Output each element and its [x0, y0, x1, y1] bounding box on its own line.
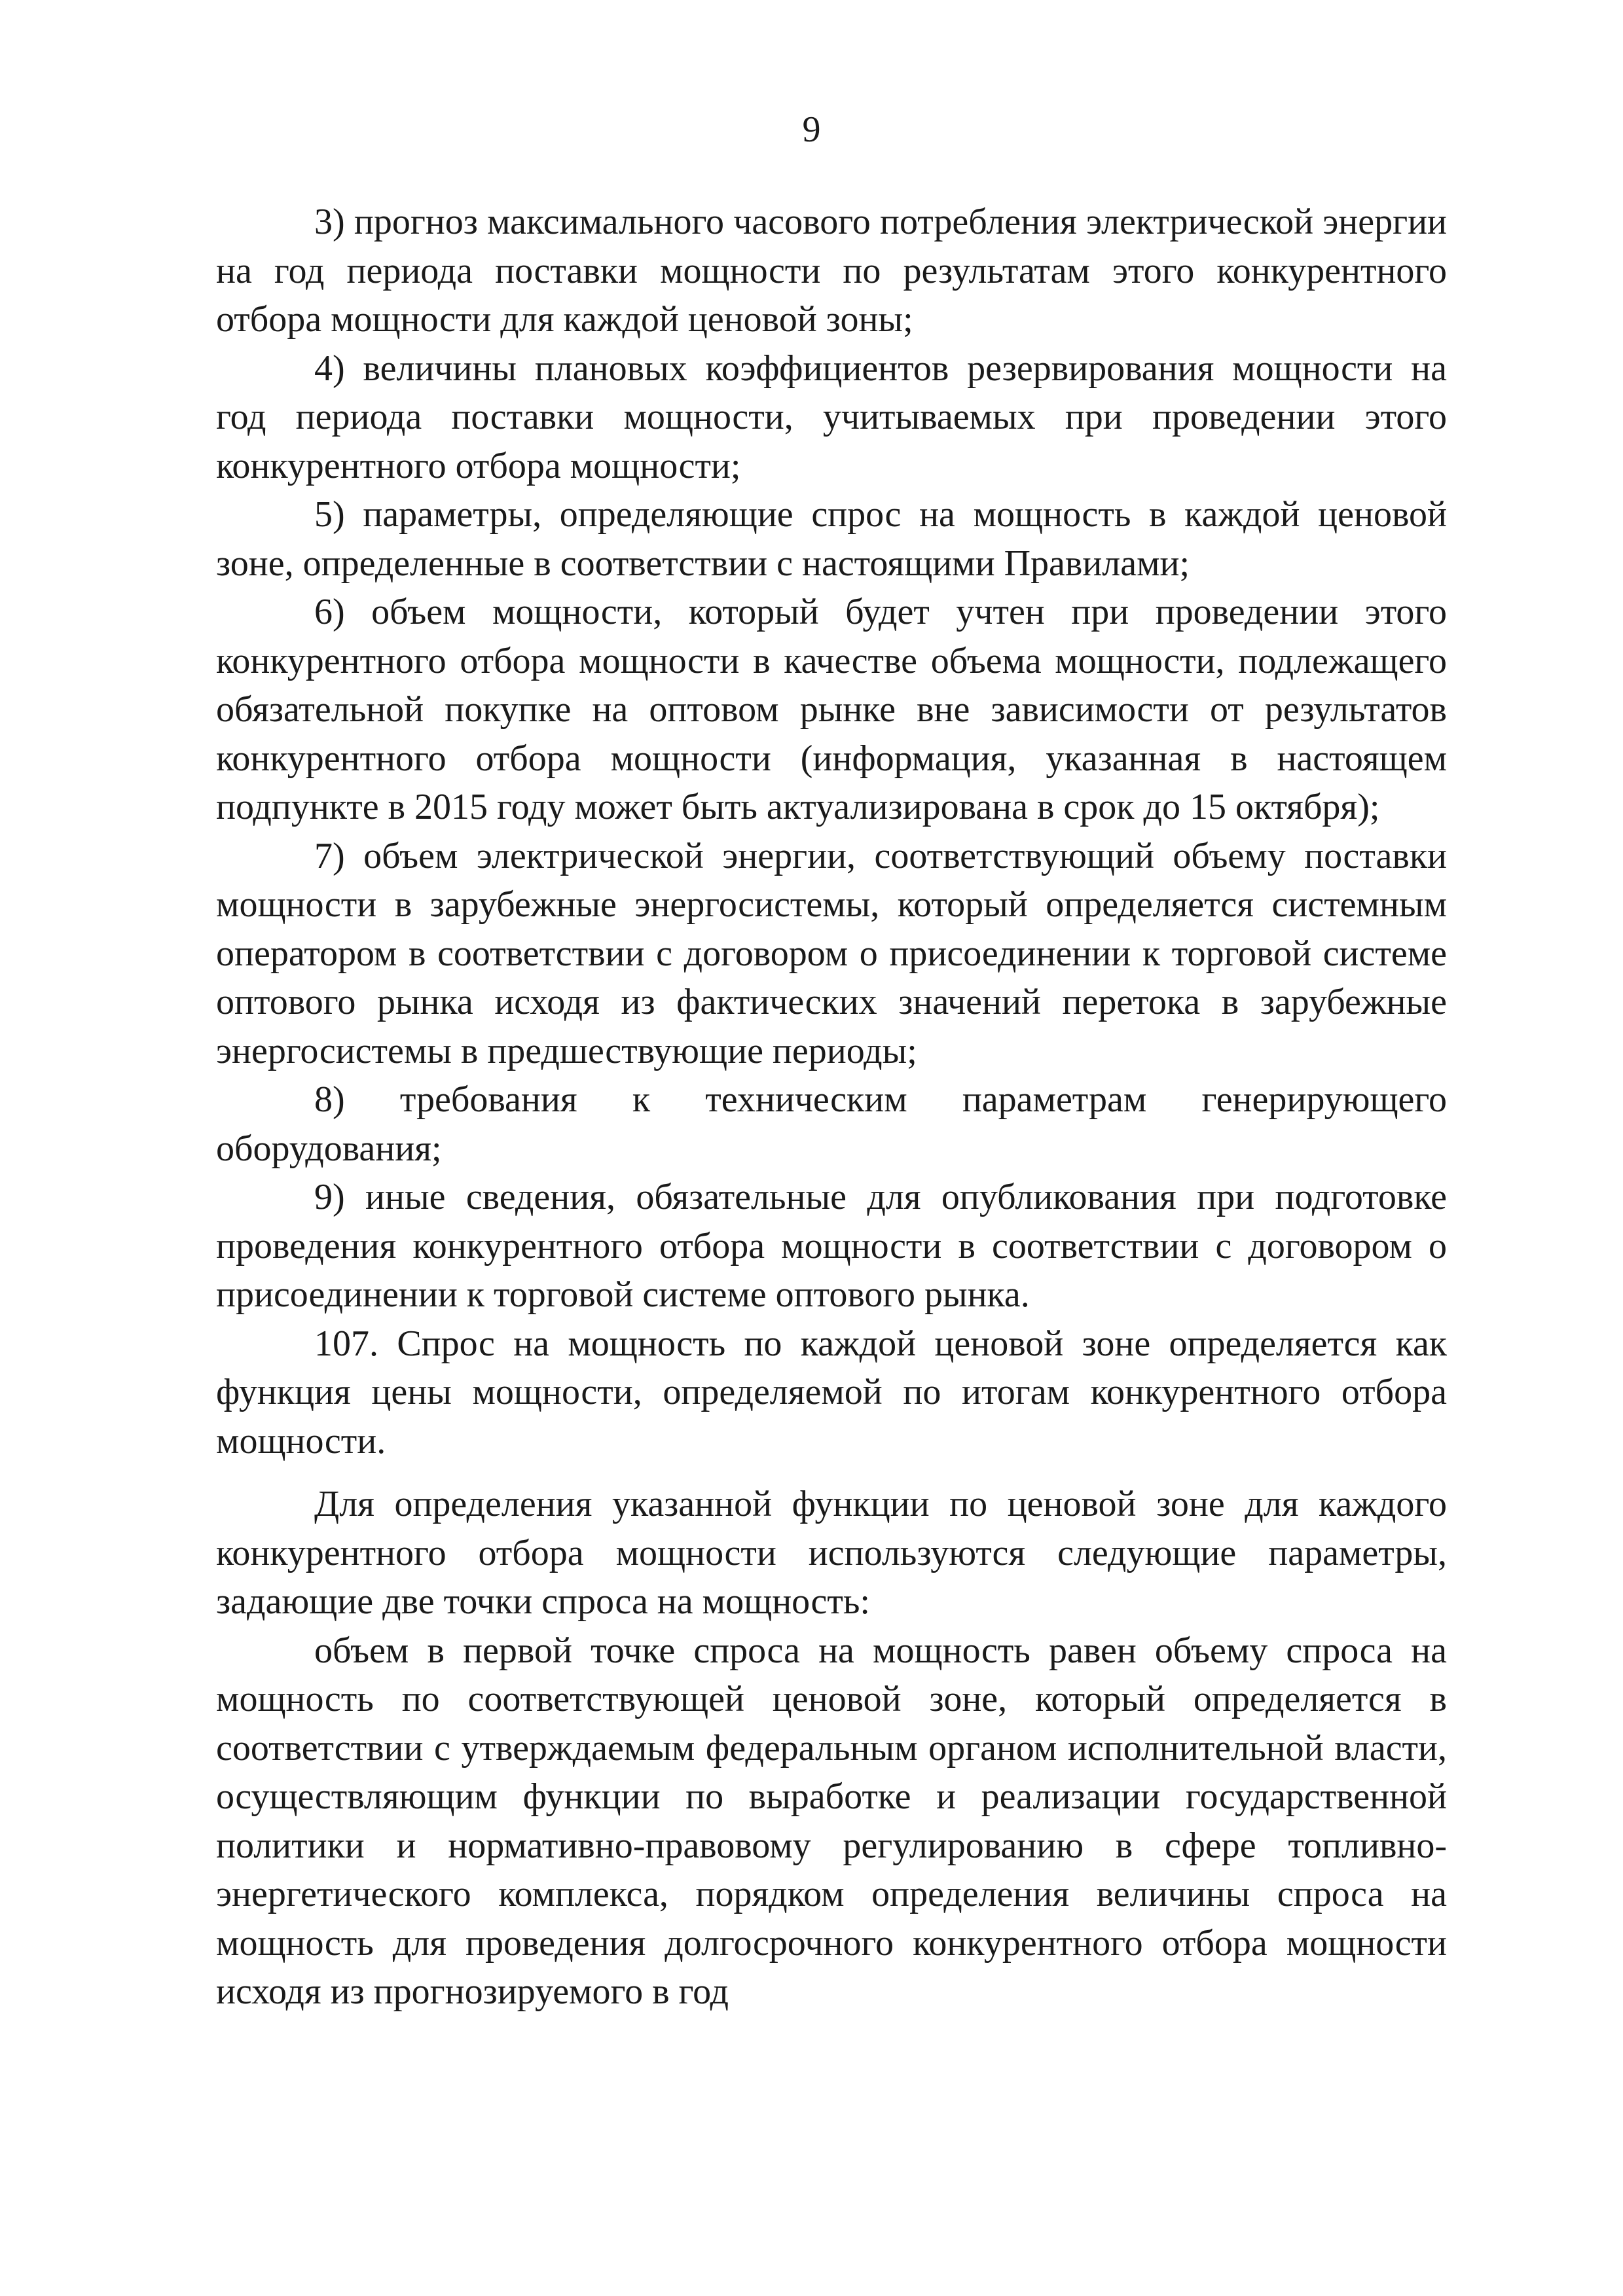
paragraph-section-107: 107. Спрос на мощность по каждой ценовой зоне определяется как функция цены мощности, определяемой по итогам конкурентного отбора мощности.: [216, 1323, 1447, 1462]
paragraph-item-5: 5) параметры, определяющие спрос на мощность в каждой ценовой зоне, определенные в соответствии с настоящими Правилами;: [216, 494, 1447, 584]
paragraph-item-4: 4) величины плановых коэффициентов резервирования мощности на год периода поставки мощности, учитываемых при проведении этого конкурентного отбора мощности;: [216, 348, 1447, 486]
paragraph-item-6: 6) объем мощности, который будет учтен при проведении этого конкурентного отбора мощности в качестве объема мощности, подлежащего обязательной покупке на оптовом рынке вне зависимости от результатов конкурентного отбора мощности (информация, указанная в настоящем подпункте в 2015 году может быть актуализирована в срок до 15 октября);: [216, 592, 1447, 827]
document-body: [216, 198, 1447, 2017]
paragraph-first-point-volume: объем в первой точке спроса на мощность равен объему спроса на мощность по соответствующей ценовой зоне, который определяется в соответствии с утверждаемым федеральным органом исполнительной власти, осуществляющим функции по выработке и реализации государственной политики и нормативно-правовому регулированию в сфере топливно-энергетического комплекса, порядком определения величины спроса на мощность для проведения долгосрочного конкурентного отбора мощности исходя из прогнозируемого в год: [216, 1630, 1447, 2012]
page-number: 9: [802, 109, 821, 150]
paragraph-demand-function: Для определения указанной функции по ценовой зоне для каждого конкурентного отбора мощности используются следующие параметры, задающие две точки спроса на мощность:: [216, 1484, 1447, 1622]
paragraph-item-3: 3) прогноз максимального часового потребления электрической энергии на год периода поставки мощности по результатам этого конкурентного отбора мощности для каждой ценовой зоны;: [216, 202, 1447, 340]
paragraph-item-9: 9) иные сведения, обязательные для опубликования при подготовке проведения конкурентного отбора мощности в соответствии с договором о присоединении к торговой системе оптового рынка.: [216, 1177, 1447, 1315]
paragraph-item-8: 8) требования к техническим параметрам генерирующего оборудования;: [216, 1079, 1447, 1169]
paragraph-item-7: 7) объем электрической энергии, соответствующий объему поставки мощности в зарубежные энергосистемы, который определяется системным оператором в соответствии с договором о присоединении к торговой системе оптового рынка исходя из фактических значений перетока в зарубежные энергосистемы в предшествующие периоды;: [216, 835, 1447, 1071]
